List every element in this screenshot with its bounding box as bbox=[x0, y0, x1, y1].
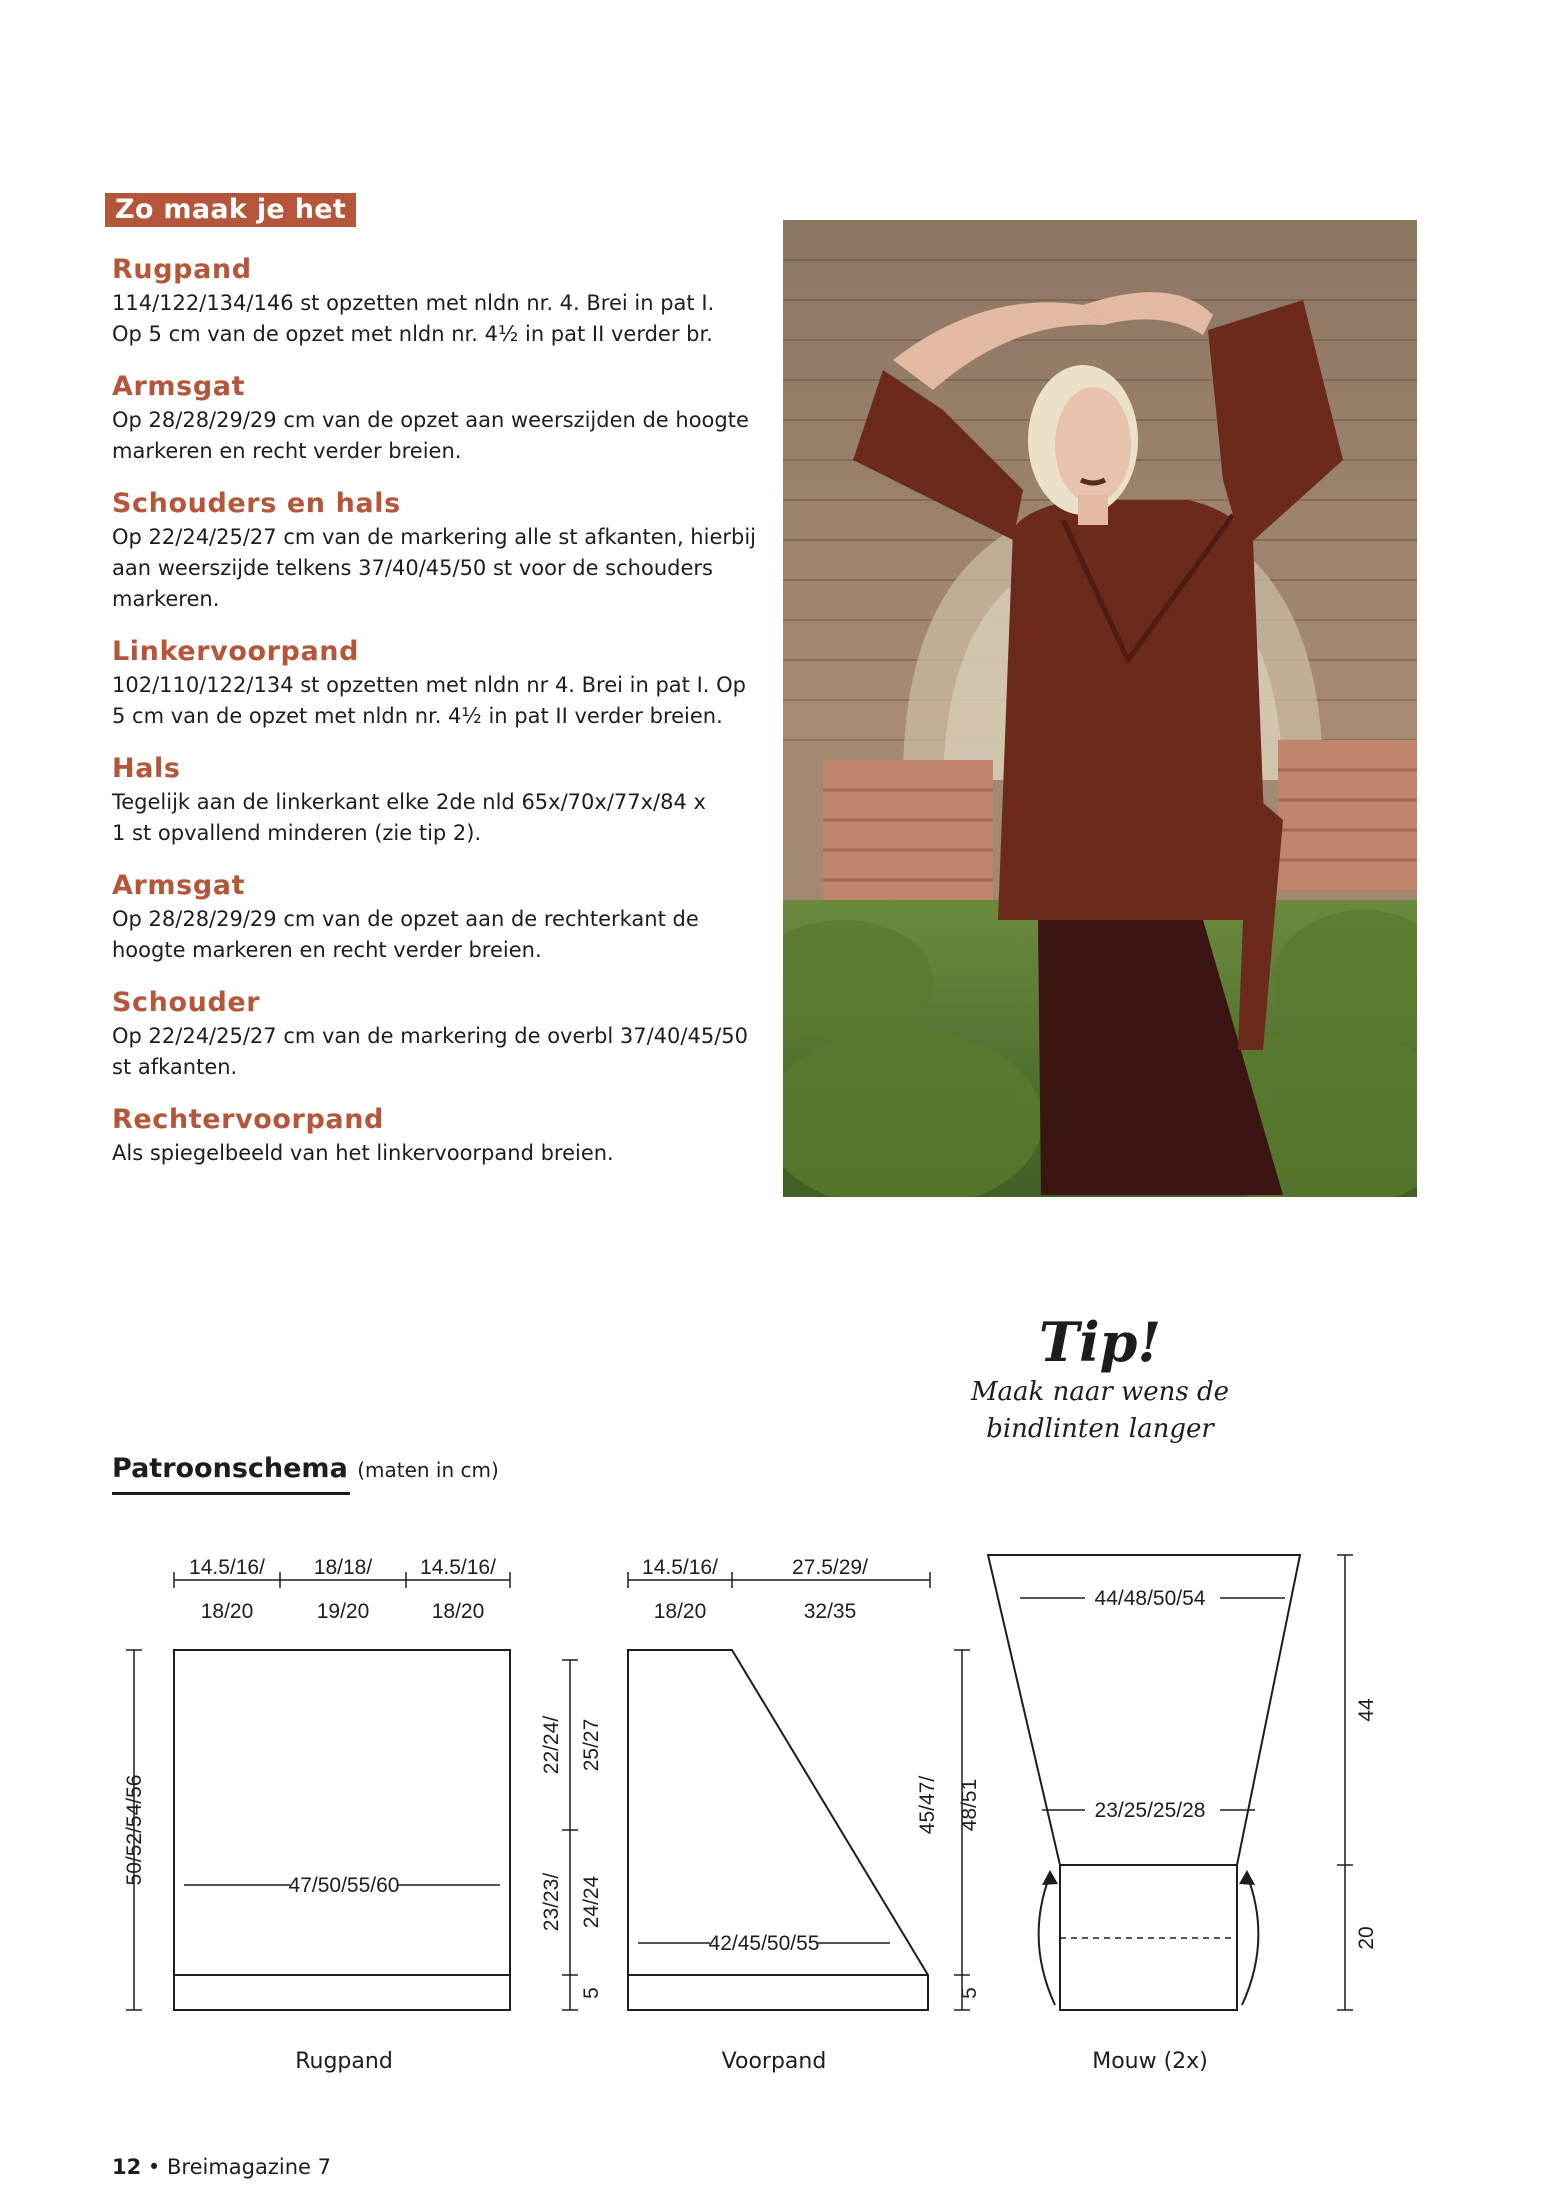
rugpand-width: 47/50/55/60 bbox=[288, 1874, 400, 1897]
schema-title bbox=[112, 1453, 499, 1484]
brick-stack-left bbox=[823, 760, 993, 920]
voorpand-caption: Voorpand bbox=[721, 2049, 827, 2074]
section-line: 102/110/122/134 st opzetten met nldn nr 4. Brei in pat I. Op bbox=[112, 673, 746, 697]
voorpand-shape bbox=[628, 1650, 928, 2010]
schema-subtitle: (maten in cm) bbox=[357, 1458, 499, 1482]
mouw-shape bbox=[988, 1555, 1300, 2010]
section-line: Op 22/24/25/27 cm van de markering alle st afkanten, hierbij bbox=[112, 525, 757, 549]
mouw-height-dimension bbox=[1337, 1555, 1353, 2010]
section-title: Schouders en hals bbox=[112, 488, 401, 519]
rugpand-top-right-1: 14.5/16/ bbox=[420, 1556, 496, 1579]
rugpand-top-mid-1: 18/18/ bbox=[313, 1556, 373, 1579]
face bbox=[1055, 387, 1131, 503]
section-rugpand bbox=[112, 252, 762, 350]
voorpand-height-2: 48/51 bbox=[958, 1778, 981, 1832]
rugpand-top-left-2: 18/20 bbox=[200, 1600, 254, 1623]
voorpand-rib: 5 bbox=[958, 1987, 981, 1999]
mouw-fold-arrow-right bbox=[1242, 1875, 1258, 2005]
section-schouder bbox=[112, 985, 762, 1083]
section-line: Als spiegelbeeld van het linkervoorpand breien. bbox=[112, 1141, 614, 1165]
mouw-caption: Mouw (2x) bbox=[1092, 2049, 1208, 2074]
section-schouders-en-hals bbox=[112, 486, 762, 615]
section-line: st afkanten. bbox=[112, 1055, 238, 1079]
magazine-name: Breimagazine 7 bbox=[167, 2155, 331, 2179]
schema-underline bbox=[112, 1492, 350, 1495]
section-line: 114/122/134/146 st opzetten met nldn nr. 4. Brei in pat I. bbox=[112, 291, 715, 315]
section-line: aan weerszijde telkens 37/40/45/50 st voor de schouders bbox=[112, 556, 713, 580]
instructions bbox=[112, 252, 762, 1188]
section-armsgat bbox=[112, 369, 762, 467]
section-line: hoogte markeren en recht verder breien. bbox=[112, 938, 542, 962]
mouw-mid: 23/25/25/28 bbox=[1094, 1799, 1206, 1822]
section-line: Op 28/28/29/29 cm van de opzet aan weerszijden de hoogte bbox=[112, 408, 749, 432]
neck bbox=[1078, 495, 1108, 525]
sweater-body bbox=[998, 500, 1268, 920]
voorpand-top-right-2: 32/35 bbox=[803, 1600, 857, 1623]
section-title: Armsgat bbox=[112, 371, 246, 402]
section-title: Rugpand bbox=[112, 254, 252, 285]
rugpand-right-dimension bbox=[562, 1660, 578, 2010]
mouw-lower: 20 bbox=[1355, 1926, 1378, 1950]
rugpand-upper-2: 25/27 bbox=[580, 1718, 603, 1772]
voorpand-top-left-1: 14.5/16/ bbox=[642, 1556, 718, 1579]
voorpand-height-1: 45/47/ bbox=[916, 1775, 939, 1835]
model-photo-illustration bbox=[783, 220, 1417, 1197]
page-number: 12 bbox=[112, 2155, 142, 2179]
voorpand-top-left-2: 18/20 bbox=[653, 1600, 707, 1623]
section-rechtervoorpand bbox=[112, 1102, 762, 1169]
section-tag: Zo maak je het bbox=[105, 193, 356, 227]
section-line: Tegelijk aan de linkerkant elke 2de nld 65x/70x/77x/84 x bbox=[112, 790, 706, 814]
section-linkervoorpand bbox=[112, 634, 762, 732]
rugpand-lower-1: 23/23/ bbox=[540, 1872, 563, 1932]
tip-line: Maak naar wens de bbox=[970, 1377, 1230, 1407]
section-line: 1 st opvallend minderen (zie tip 2). bbox=[112, 821, 482, 845]
mouw-top: 44/48/50/54 bbox=[1094, 1587, 1206, 1610]
arrowhead-right bbox=[1239, 1870, 1255, 1885]
mouw-upper: 44 bbox=[1355, 1698, 1378, 1722]
brick-stack-right bbox=[1278, 740, 1417, 890]
tip-line: bindlinten langer bbox=[986, 1414, 1214, 1444]
section-title: Schouder bbox=[112, 987, 261, 1018]
tip-title: Tip! bbox=[1038, 1310, 1162, 1374]
section-armsgat-2 bbox=[112, 868, 762, 966]
arrowhead-left bbox=[1042, 1870, 1058, 1885]
rugpand-top-right-2: 18/20 bbox=[431, 1600, 485, 1623]
section-line: Op 5 cm van de opzet met nldn nr. 4½ in pat II verder br. bbox=[112, 322, 713, 346]
section-line: Op 22/24/25/27 cm van de markering de overbl 37/40/45/50 bbox=[112, 1024, 748, 1048]
mouw-fold-arrow-left bbox=[1039, 1875, 1055, 2005]
section-title: Armsgat bbox=[112, 870, 246, 901]
page-footer bbox=[112, 2155, 331, 2179]
rugpand-rib: 5 bbox=[580, 1987, 603, 1999]
rugpand-upper-1: 22/24/ bbox=[540, 1715, 563, 1775]
rugpand-caption: Rugpand bbox=[295, 2049, 393, 2074]
model-photo bbox=[783, 220, 1417, 1197]
section-hals bbox=[112, 751, 762, 849]
rugpand-top-mid-2: 19/20 bbox=[316, 1600, 370, 1623]
pattern-diagram bbox=[110, 1530, 1410, 2090]
tip-text bbox=[950, 1374, 1250, 1448]
section-line: markeren en recht verder breien. bbox=[112, 439, 462, 463]
footer-bullet: • bbox=[147, 2155, 161, 2179]
section-line: Op 28/28/29/29 cm van de opzet aan de rechterkant de bbox=[112, 907, 699, 931]
section-title: Hals bbox=[112, 753, 181, 784]
rugpand-lower-2: 24/24 bbox=[580, 1875, 603, 1929]
rugpand-height: 50/52/54/56 bbox=[123, 1774, 146, 1886]
section-line: 5 cm van de opzet met nldn nr. 4½ in pat II verder breien. bbox=[112, 704, 723, 728]
schema-heading: Patroonschema bbox=[112, 1453, 348, 1484]
voorpand-width: 42/45/50/55 bbox=[708, 1932, 820, 1955]
section-line: markeren. bbox=[112, 587, 220, 611]
section-title: Linkervoorpand bbox=[112, 636, 360, 667]
voorpand-top-right-1: 27.5/29/ bbox=[792, 1556, 868, 1579]
rugpand-shape bbox=[174, 1650, 510, 2010]
rugpand-top-left-1: 14.5/16/ bbox=[189, 1556, 265, 1579]
section-title: Rechtervoorpand bbox=[112, 1104, 384, 1135]
